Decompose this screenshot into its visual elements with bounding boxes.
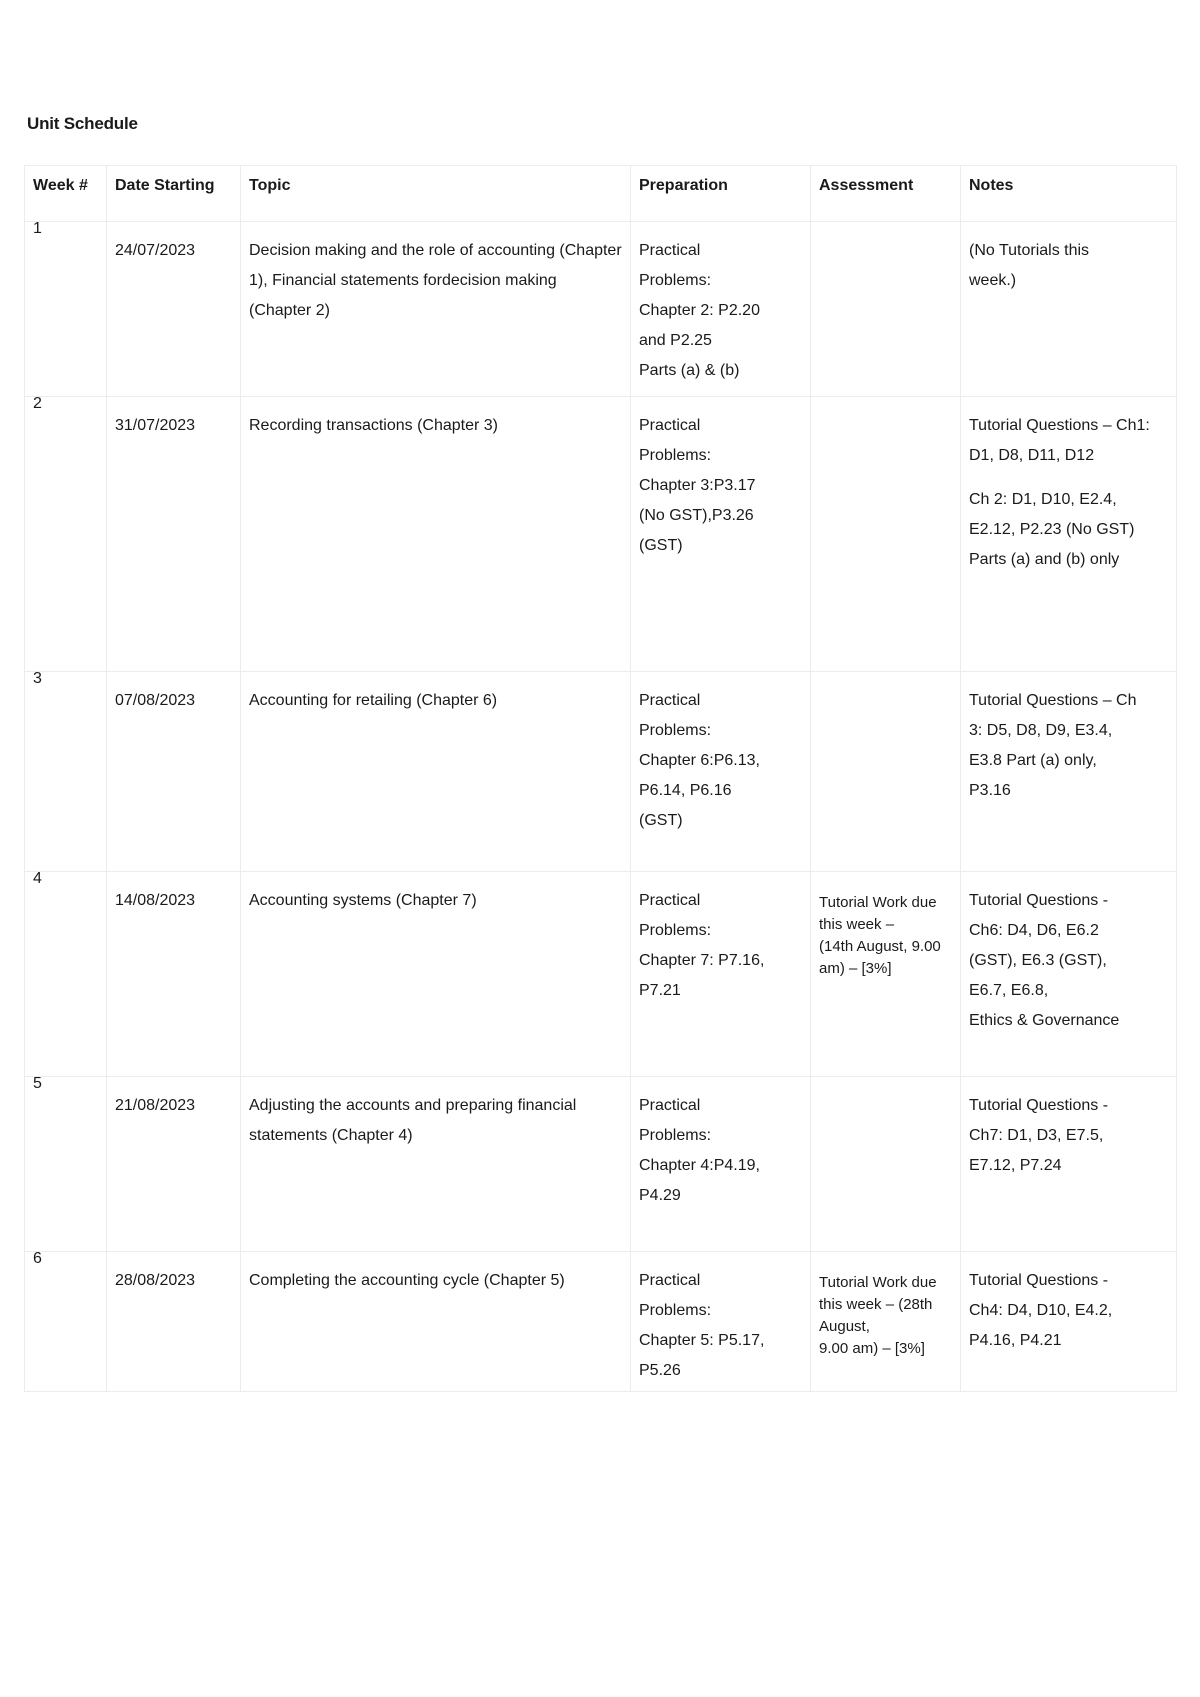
date-starting: 21/08/2023 — [115, 1097, 196, 1114]
date-cell — [107, 1252, 241, 1392]
preparation-cell — [631, 1077, 811, 1252]
notes-cell — [961, 1252, 1177, 1392]
preparation-cell — [631, 872, 811, 1077]
assessment-line: 9.00 am) – [3%] — [819, 1340, 925, 1357]
notes-line: Ch6: D4, D6, E6.2 — [969, 922, 1099, 939]
preparation-line: Practical — [639, 242, 701, 259]
notes-line: Tutorial Questions - — [969, 892, 1109, 909]
week-number: 5 — [33, 1075, 42, 1092]
date-starting: 14/08/2023 — [115, 892, 196, 909]
header-assessment: Assessment — [811, 166, 961, 222]
notes-line: Tutorial Questions - — [969, 1097, 1109, 1114]
week-cell — [25, 1252, 107, 1392]
topic-text: Decision making and the role of accounting (Chapter 1), Financial statements fordecision making (Chapter 2) — [249, 242, 622, 319]
preparation-line: Practical — [639, 417, 701, 434]
topic-cell — [241, 397, 631, 672]
preparation-line: P7.21 — [639, 982, 681, 999]
notes-line: E3.8 Part (a) only, — [969, 752, 1097, 769]
topic-cell — [241, 1252, 631, 1392]
preparation-line: Chapter 6:P6.13, — [639, 752, 760, 769]
table-row — [25, 222, 1177, 397]
preparation-line: Chapter 2: P2.20 — [639, 302, 760, 319]
notes-line: P3.16 — [969, 782, 1011, 799]
topic-text: Accounting systems (Chapter 7) — [249, 892, 477, 909]
notes-line: Tutorial Questions – Ch — [969, 692, 1137, 709]
date-cell — [107, 222, 241, 397]
week-number: 2 — [33, 395, 42, 412]
preparation-line: P6.14, P6.16 — [639, 782, 732, 799]
date-starting: 24/07/2023 — [115, 242, 196, 259]
assessment-line: this week – — [819, 916, 895, 933]
notes-cell — [961, 872, 1177, 1077]
preparation-cell — [631, 1252, 811, 1392]
week-number: 4 — [33, 870, 42, 887]
notes-line: Parts (a) and (b) only — [969, 551, 1120, 568]
notes-line: D1, D8, D11, D12 — [969, 447, 1095, 464]
preparation-line: Problems: — [639, 447, 712, 464]
preparation-line: (No GST),P3.26 — [639, 507, 754, 524]
preparation-line: Chapter 7: P7.16, — [639, 952, 765, 969]
date-starting: 07/08/2023 — [115, 692, 196, 709]
notes-line: Tutorial Questions - — [969, 1272, 1109, 1289]
notes-cell — [961, 672, 1177, 872]
assessment-line: (14th August, 9.00 — [819, 938, 941, 955]
table-row — [25, 672, 1177, 872]
notes-line: Ch7: D1, D3, E7.5, — [969, 1127, 1104, 1144]
header-topic: Topic — [241, 166, 631, 222]
topic-text: Adjusting the accounts and preparing financial statements (Chapter 4) — [249, 1097, 577, 1144]
week-cell — [25, 397, 107, 672]
assessment-cell — [811, 1077, 961, 1252]
notes-cell — [961, 397, 1177, 672]
assessment-line: am) – [3%] — [819, 960, 892, 977]
notes-line: (GST), E6.3 (GST), — [969, 952, 1107, 969]
preparation-line: Problems: — [639, 1302, 712, 1319]
assessment-cell — [811, 397, 961, 672]
preparation-line: Practical — [639, 692, 701, 709]
preparation-line: Chapter 5: P5.17, — [639, 1332, 765, 1349]
preparation-line: Practical — [639, 892, 701, 909]
notes-line: (No Tutorials this — [969, 242, 1090, 259]
header-week: Week # — [25, 166, 107, 222]
assessment-cell — [811, 872, 961, 1077]
date-cell — [107, 872, 241, 1077]
preparation-line: Problems: — [639, 272, 712, 289]
notes-line: E7.12, P7.24 — [969, 1157, 1062, 1174]
topic-text: Completing the accounting cycle (Chapter 5) — [249, 1272, 565, 1289]
table-row — [25, 872, 1177, 1077]
notes-line: Ch 2: D1, D10, E2.4, — [969, 491, 1117, 508]
notes-line: week.) — [969, 272, 1017, 289]
date-cell — [107, 1077, 241, 1252]
topic-cell — [241, 1077, 631, 1252]
assessment-cell — [811, 672, 961, 872]
date-starting: 28/08/2023 — [115, 1272, 196, 1289]
unit-schedule-table — [24, 165, 1177, 1392]
header-notes: Notes — [961, 166, 1177, 222]
preparation-cell — [631, 397, 811, 672]
assessment-line: this week – (28th — [819, 1296, 933, 1313]
topic-cell — [241, 222, 631, 397]
header-preparation: Preparation — [631, 166, 811, 222]
preparation-line: Chapter 4:P4.19, — [639, 1157, 760, 1174]
notes-line: Tutorial Questions – Ch1: — [969, 417, 1150, 434]
preparation-line: Practical — [639, 1272, 701, 1289]
date-starting: 31/07/2023 — [115, 417, 196, 434]
notes-line: 3: D5, D8, D9, E3.4, — [969, 722, 1113, 739]
assessment-cell — [811, 1252, 961, 1392]
assessment-line: Tutorial Work due — [819, 1274, 937, 1291]
assessment-line: Tutorial Work due — [819, 894, 937, 911]
preparation-line: Problems: — [639, 1127, 712, 1144]
topic-text: Recording transactions (Chapter 3) — [249, 417, 499, 434]
week-number: 6 — [33, 1250, 42, 1267]
preparation-line: P5.26 — [639, 1362, 681, 1379]
assessment-cell — [811, 222, 961, 397]
notes-line: E6.7, E6.8, — [969, 982, 1049, 999]
preparation-line: Problems: — [639, 922, 712, 939]
notes-cell — [961, 222, 1177, 397]
date-cell — [107, 672, 241, 872]
week-cell — [25, 1077, 107, 1252]
notes-cell — [961, 1077, 1177, 1252]
preparation-line: Practical — [639, 1097, 701, 1114]
week-cell — [25, 222, 107, 397]
week-cell — [25, 872, 107, 1077]
preparation-cell — [631, 672, 811, 872]
page-title: Unit Schedule — [27, 114, 138, 133]
topic-cell — [241, 672, 631, 872]
preparation-line: (GST) — [639, 537, 683, 554]
week-number: 3 — [33, 670, 42, 687]
preparation-line: Parts (a) & (b) — [639, 362, 740, 379]
notes-line: P4.16, P4.21 — [969, 1332, 1062, 1349]
preparation-line: Chapter 3:P3.17 — [639, 477, 756, 494]
topic-text: Accounting for retailing (Chapter 6) — [249, 692, 498, 709]
table-row — [25, 397, 1177, 672]
preparation-line: P4.29 — [639, 1187, 681, 1204]
notes-line: Ch4: D4, D10, E4.2, — [969, 1302, 1113, 1319]
topic-cell — [241, 872, 631, 1077]
notes-line: E2.12, P2.23 (No GST) — [969, 521, 1135, 538]
preparation-cell — [631, 222, 811, 397]
header-date: Date Starting — [107, 166, 241, 222]
preparation-line: Problems: — [639, 722, 712, 739]
preparation-line: (GST) — [639, 812, 683, 829]
week-number: 1 — [33, 220, 42, 237]
preparation-line: and P2.25 — [639, 332, 712, 349]
assessment-line: August, — [819, 1318, 870, 1335]
table-header-row — [25, 166, 1177, 222]
line-gap — [969, 471, 1168, 485]
table-row — [25, 1252, 1177, 1392]
date-cell — [107, 397, 241, 672]
table-row — [25, 1077, 1177, 1252]
week-cell — [25, 672, 107, 872]
notes-line: Ethics & Governance — [969, 1012, 1120, 1029]
